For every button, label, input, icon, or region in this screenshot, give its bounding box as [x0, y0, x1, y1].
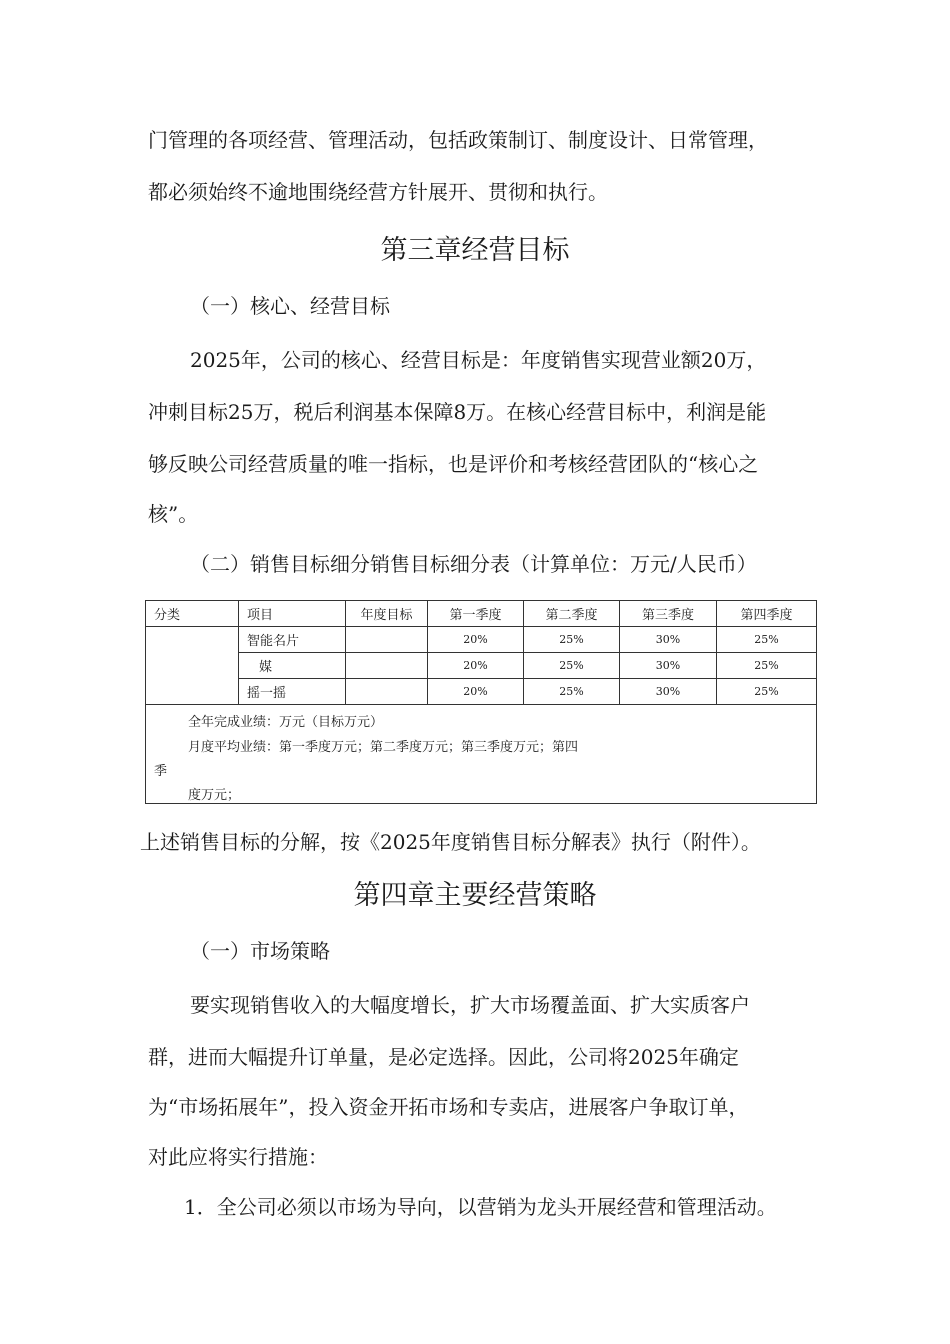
category-cell: [146, 627, 239, 705]
q2-cell: 25%: [524, 679, 620, 705]
chapter-3-para-line-3: 够反映公司经营质量的唯一指标，也是评价和考核经营团队的“核心之: [148, 452, 759, 476]
q4-cell: 25%: [717, 627, 817, 653]
header-q1: 第一季度: [428, 601, 524, 627]
chapter-4-para-line-4: 对此应将实行措施：: [148, 1145, 328, 1169]
chapter-3-section-1: （一）核心、经营目标: [190, 294, 390, 318]
q2-cell: 25%: [524, 653, 620, 679]
annual-cell: [346, 653, 428, 679]
sales-target-table-wrapper: [145, 600, 816, 805]
header-category: 分类: [146, 601, 239, 627]
chapter-4-para-line-1: 要实现销售收入的大幅度增长，扩大市场覆盖面、扩大实质客户: [190, 993, 750, 1017]
table-row: [146, 679, 817, 705]
table-summary-row: [146, 705, 817, 804]
summary-cell: [146, 705, 817, 804]
intro-line-1: 门管理的各项经营、管理活动，包括政策制订、制度设计、日常管理，: [148, 128, 768, 152]
summary-line-1: 全年完成业绩：万元（目标万元）: [188, 715, 384, 730]
q3-cell: 30%: [620, 679, 717, 705]
chapter-3-para-line-4: 核”。: [148, 502, 199, 526]
q3-cell: 30%: [620, 627, 717, 653]
annual-cell: [346, 627, 428, 653]
header-item: 项目: [239, 601, 346, 627]
q1-cell: 20%: [428, 679, 524, 705]
summary-line-3: 季: [154, 764, 168, 779]
annual-cell: [346, 679, 428, 705]
chapter-4-para-line-3: 为“市场拓展年”，投入资金开拓市场和专卖店，进展客户争取订单，: [148, 1095, 749, 1119]
intro-line-2: 都必须始终不逾地围绕经营方针展开、贯彻和执行。: [148, 180, 608, 204]
chapter-4-para-line-2: 群，进而大幅提升订单量，是必定选择。因此，公司将2025年确定: [148, 1045, 739, 1069]
chapter-3-para-line-2: 冲刺目标25万，税后利润基本保障8万。在核心经营目标中，利润是能: [148, 400, 767, 424]
summary-line-2: 月度平均业绩：第一季度万元；第二季度万元；第三季度万元；第四: [188, 740, 579, 755]
header-q2: 第二季度: [524, 601, 620, 627]
header-q4: 第四季度: [717, 601, 817, 627]
summary-block: [146, 705, 816, 803]
item-cell: 智能名片: [239, 627, 346, 653]
item-cell: 摇一摇: [239, 679, 346, 705]
chapter-4-item-1: 1．全公司必须以市场为导向，以营销为龙头开展经营和管理活动。: [184, 1195, 777, 1219]
chapter-3-title: 第三章经营目标: [380, 235, 570, 266]
q1-cell: 20%: [428, 627, 524, 653]
q4-cell: 25%: [717, 679, 817, 705]
chapter-3-para-line-1: 2025年，公司的核心、经营目标是：年度销售实现营业额20万，: [190, 348, 767, 372]
sales-target-table: [145, 600, 817, 804]
q1-cell: 20%: [428, 653, 524, 679]
q4-cell: 25%: [717, 653, 817, 679]
chapter-4-section-1: （一）市场策略: [190, 939, 330, 963]
table-row: [146, 653, 817, 679]
table-header-row: [146, 601, 817, 627]
summary-line-4: 度万元；: [188, 788, 241, 803]
q2-cell: 25%: [524, 627, 620, 653]
header-q3: 第三季度: [620, 601, 717, 627]
table-row: [146, 627, 817, 653]
chapter-3-section-2: （二）销售目标细分销售目标细分表（计算单位：万元/人民币）: [190, 552, 757, 576]
chapter-4-title: 第四章主要经营策略: [353, 880, 597, 911]
header-annual-target: 年度目标: [346, 601, 428, 627]
q3-cell: 30%: [620, 653, 717, 679]
after-table-text: 上述销售目标的分解，按《2025年度销售目标分解表》执行（附件）。: [140, 830, 761, 854]
item-cell: 媒: [239, 653, 346, 679]
